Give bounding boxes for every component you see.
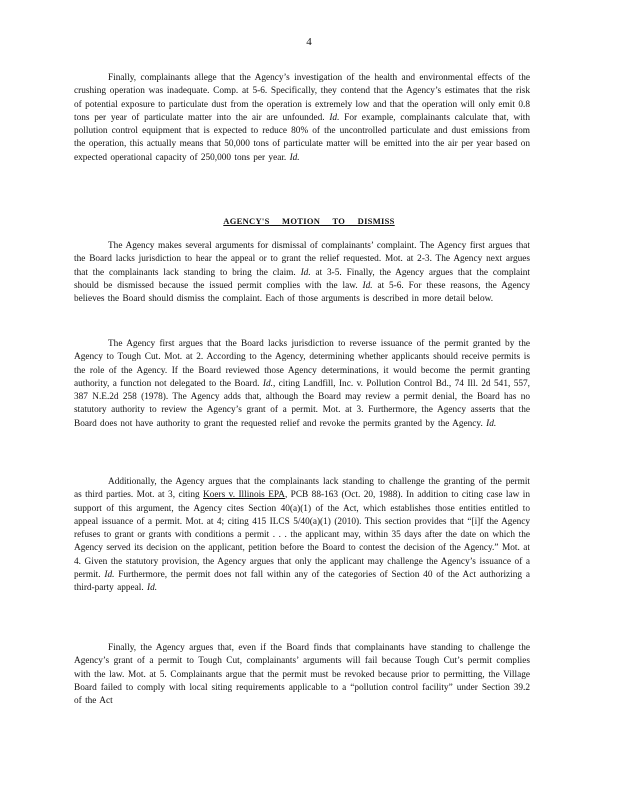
id-citation: Id. [486, 418, 497, 429]
paragraph-text: The Agency first argues that the Board lacks jurisdiction to reverse issuance of the permit granted by the Agency to Tough Cut. Mot. at 2. According to the Agency, determining whether applicants should receive permits is the role of the Agency. If the Board reviewed those Agency determinations, it would become the permit granting authority, a function not delegated to the Board. [74, 339, 530, 389]
paragraph-text: The Agency makes several arguments for dismissal of complainants’ complaint. The Agency first argues that the Board lacks jurisdiction to hear the appeal or to grant the relief requested. Mot. at 2-3. The Agency next argues that the complainants lack standing to bring the claim. [74, 241, 530, 278]
paragraph-text: at 5-6. For these reasons, the Agency believes the Board should dismiss the complaint. Each of those arguments is described in more detail below. [74, 280, 530, 305]
paragraph-compliance [74, 642, 530, 708]
paragraph-text: , PCB 88-163 (Oct. 20, 1988). In addition to citing case law in support of this argument, the Agency cites Section 40(a)(1) of the Act, which establishes those entities entitled to appeal issuance of a permit. Mot. at 4; citing 415 ILCS 5/40(a)(1) (2010). This section provides that “[i]f the Agency refuses to grant or grants with conditions a permit . . . the applicant may, within 35 days after the date on which the Agency served its decision on the applicant, petition before the Board to contest the decision of the Agency.” Mot. at 4. Given the statutory provision, the Agency argues that only the applicant may challenge the Agency’s issuance of a permit. [74, 490, 530, 581]
case-citation: Koers v. Illinois EPA [203, 490, 285, 501]
id-citation: Id. [329, 112, 340, 123]
paragraph-standing [74, 476, 530, 596]
paragraph-text: , citing Landfill, Inc. v. Pollution Control Bd., 74 Ill. 2d 541, 557, 387 N.E.2d 258 (1978). The Agency adds that, although the Board may review a permit denial, the Board has no statutory authority to review the Agency’s grant of a permit. Mot. at 3. Furthermore, the Agency asserts that the Board does not have authority to grant the requested relief and revoke the permits granted by the Agency. [74, 378, 530, 429]
paragraph-text: Finally, complainants allege that the Agency’s investigation of the health and environmental effects of the crushing operation was inadequate. Comp. at 5-6. Specifically, they contend that the Agency’s estimates that the risk of potential exposure to particulate dust from the operation is extremely low and that the operation will only emit 0.8 tons per year of particulate matter into the air are unfounded. [74, 73, 530, 123]
paragraph-text: Additionally, the Agency argues that the complainants lack standing to challenge the granting of the permit as third parties. Mot. at 3, citing [74, 477, 530, 501]
paragraph-investigation [74, 72, 530, 165]
id-citation: Id. [300, 267, 311, 278]
id-citation: Id. [104, 570, 115, 581]
page-number: 4 [306, 36, 312, 48]
paragraph-overview [74, 240, 530, 306]
id-citation: Id. [289, 152, 300, 163]
paragraph-text: Finally, the Agency argues that, even if the Board finds that complainants have standing to challenge the Agency’s grant of a permit to Tough Cut, complainants’ arguments will fail because Tough Cut’s permit complies with the law. Mot. at 5. Complainants argue that the permit must be revoked because prior to permitting, the Village Board failed to comply with local siting requirements applicable to a “pollution control facility” under Section 39.2 of the Act [74, 643, 530, 707]
paragraph-jurisdiction [74, 338, 530, 431]
paragraph-text: at 3-5. Finally, the Agency argues that the complaint should be dismissed because the issued permit complies with the law. [74, 267, 530, 291]
paragraph-text: Furthermore, the permit does not fall within any of the categories of Section 40 of the Act authorizing a third-party appeal. [74, 570, 530, 594]
id-citation: Id. [362, 280, 373, 291]
section-heading: AGENCY'S MOTION TO DISMISS [223, 216, 395, 226]
id-citation: Id. [262, 378, 273, 389]
id-citation: Id. [147, 583, 158, 594]
paragraph-text: For example, complainants calculate that, with pollution control equipment that is expected to reduce 80% of the uncontrolled particulate and dust emissions from the operation, this actually means that 50,000 tons of particulate matter will be emitted into the air per year based on expected operational capacity of 250,000 tons per year. [74, 112, 530, 163]
